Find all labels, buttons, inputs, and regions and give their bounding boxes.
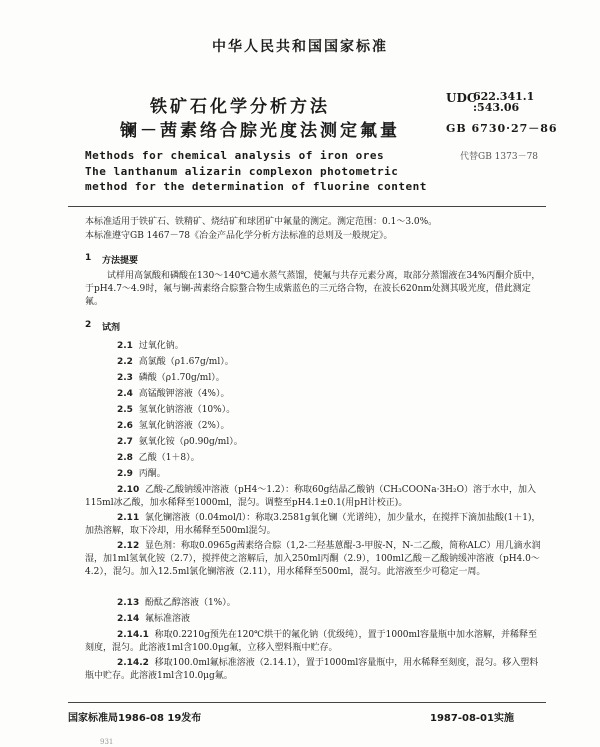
approval-date: 国家标准局1986-08 19发布 [68, 713, 202, 724]
section-2-number: 2 [85, 320, 92, 330]
reagent-item: 2.2 高氯酸（ρ1.67g/ml）。 [117, 357, 234, 367]
reagent-2-14: 2.14 氟标准溶液 [117, 614, 190, 624]
section-1-title: 方法提要 [102, 256, 139, 266]
reagent-2-14-2: 2.14.2 移取100.0ml氟标准溶液（2.14.1），置于1000ml容量瓶中，用水稀释至刻度，混匀。移入塑料瓶中贮存。此溶液1ml含10.0μg氟。 [85, 658, 539, 681]
udc-value-line-2: :543.06 [473, 101, 520, 114]
title-line-2: 镧－茜素络合腙光度法测定氟量 [120, 121, 400, 141]
effective-date: 1987-08-01实施 [430, 713, 514, 724]
section-2-title: 试剂 [102, 323, 121, 333]
gb-standard-code: GB 6730·27－86 [446, 122, 558, 135]
reagent-item: 2.5 氢氧化钠溶液（10%）。 [117, 405, 236, 415]
reference-paragraph: 本标准遵守GB 1467－78《冶金产品化学分析方法标准的总则及一般规定》。 [85, 231, 393, 241]
reagent-item: 2.3 磷酸（ρ1.70g/ml）。 [117, 373, 225, 383]
reagent-item: 2.8 乙酸（1＋8）。 [117, 453, 200, 463]
reagent-item: 2.1 过氧化钠。 [117, 341, 184, 351]
replaces-standard: 代替GB 1373－78 [460, 152, 539, 162]
footer-divider [68, 702, 546, 703]
header-divider [68, 206, 546, 207]
reagent-2-14-1: 2.14.1 称取0.2210g预先在120℃烘干的氟化钠（优级纯），置于1000ml容量瓶中加水溶解，并稀释至刻度，混匀。此溶液1ml含100.0μg氟，立移入塑料瓶中贮存。 [85, 630, 537, 653]
udc-label: UDC [446, 91, 477, 105]
reagent-2-13: 2.13 酚酞乙醇溶液（1%）。 [117, 598, 236, 608]
scope-paragraph: 本标准适用于铁矿石、铁精矿、烧结矿和球团矿中氟量的测定。测定范围：0.1～3.0%。 [85, 217, 438, 227]
reagent-item: 2.4 高锰酸钾溶液（4%）。 [117, 389, 230, 399]
english-title-line-1: Methods for chemical analysis of iron ores [85, 149, 385, 162]
reagent-item: 2.6 氢氧化钠溶液（2%）。 [117, 421, 230, 431]
issuing-authority: 中华人民共和国国家标准 [212, 39, 388, 55]
reagent-2-10: 2.10 乙酸-乙酸钠缓冲溶液（pH4～1.2）：称取60g结晶乙酸钠（CH₃COONa·3H₂O）溶于水中，加入115ml冰乙酸，加水稀释至1000ml，混匀。调整至pH4.1±0.1(用pH计校正)。 [85, 485, 537, 508]
section-1-number: 1 [85, 253, 92, 263]
reagent-2-11: 2.11 氯化镧溶液（0.04mol/l）：称取3.2581g氧化镧（光谱纯），加少量水，在搅拌下滴加盐酸(1＋1)，加热溶解，取下冷却，用水稀释至500ml混匀。 [85, 513, 541, 536]
reagent-2-12: 2.12 显色剂：称取0.0965g茜素络合腙（1,2-二羟基蒽醌-3-甲胺-N，N-二乙酸，简称ALC）用几滴水润湿，加1ml氢氧化铵（2.7），搅拌使之溶解后，加入250ml丙酮（2.9），100ml乙酸－乙酸钠缓冲溶液（pH4.0～4.2），混匀。加入12.5ml氯化镧溶液（2.11），用水稀释至500ml，混匀。此溶液至少可稳定一周。 [85, 541, 541, 577]
english-title-line-2: The lanthanum alizarin complexon photometric [85, 165, 399, 178]
reagent-item: 2.9 丙酮。 [117, 469, 166, 479]
section-1-text: 试样用高氯酸和磷酸在130～140℃通水蒸气蒸馏，使氟与共存元素分离，取部分蒸馏液在34%丙酮介质中，于pH4.7～4.9时，氟与镧-茜素络合腙螯合物生成紫蓝色的三元络合物，在波长620nm处测其吸光度，借此测定氟。 [85, 271, 541, 307]
title-line-1: 铁矿石化学分析方法 [150, 97, 330, 117]
english-title-line-3: method for the determination of fluorine content [85, 180, 427, 193]
reagent-item: 2.7 氨氧化铵（ρ0.90g/ml）。 [117, 437, 243, 447]
page-number: 931 [100, 738, 114, 746]
udc-value [473, 91, 534, 113]
udc-value-line-1: 622.341.1 [473, 90, 535, 103]
